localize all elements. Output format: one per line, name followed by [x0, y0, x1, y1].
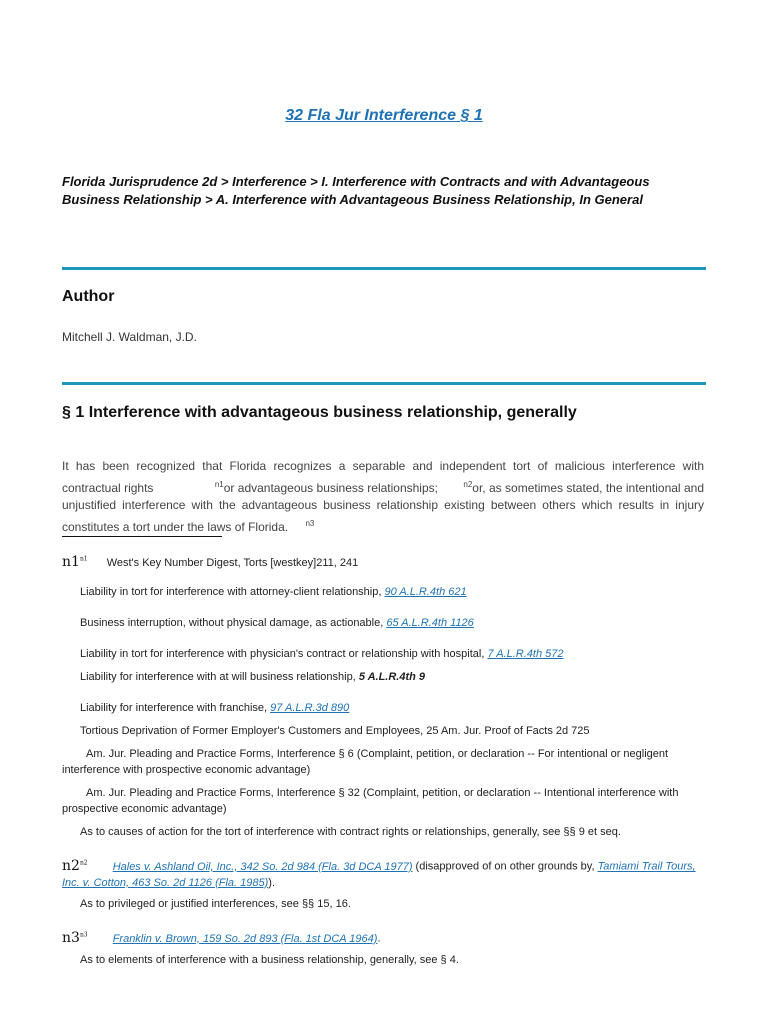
footnote-item: Liability for interference with franchise, 97 A.L.R.3d 890 [80, 702, 350, 714]
footnote-ref-n1[interactable]: n1 [214, 479, 224, 489]
footnote-form-2: Am. Jur. Pleading and Practice Forms, Interference § 32 (Complaint, petition, or declaration -- Intentional interference with prospective economic advantage) [62, 787, 679, 815]
footnote-n2: $n2^{n2}$ Hales v. Ashland Oil, Inc., 342 So. 2d 984 (Fla. 3d DCA 1977) (disapproved of on other grounds by, Tamiami Trail Tours, Inc. v. Cotton, 463 So. 2d 1126 (Fla. 1985)). [62, 857, 696, 889]
footnote-separator [62, 536, 222, 537]
footnote-ref-n3[interactable]: n3 [305, 518, 315, 528]
author-name: Mitchell J. Waldman, J.D. [62, 330, 197, 344]
author-heading: Author [62, 288, 115, 305]
breadcrumb-line-2: Business Relationship > A. Interference with Advantageous Business Relationship, In General [62, 192, 643, 207]
footnote-see: As to causes of action for the tort of interference with contract rights or relationships, generally, see §§ 9 et seq. [80, 826, 621, 838]
citation-link[interactable]: 97 A.L.R.3d 890 [270, 702, 350, 714]
section-heading: § 1 Interference with advantageous business relationship, generally [62, 404, 577, 421]
divider [62, 382, 706, 385]
footnote-digest: West's Key Number Digest, Torts [westkey]211, 241 [106, 556, 359, 569]
citation-link[interactable]: 65 A.L.R.4th 1126 [386, 617, 474, 629]
citation-bold: 5 A.L.R.4th 9 [358, 671, 426, 683]
footnote-item: Liability in tort for interference with physician's contract or relationship with hospital, 7 A.L.R.4th 572 [80, 648, 564, 660]
footnote-label-n1: $n1^{n1}$ [62, 553, 88, 570]
divider [62, 267, 706, 270]
citation-link[interactable]: 90 A.L.R.4th 621 [384, 586, 467, 598]
breadcrumb [62, 173, 712, 209]
footnote-item: Liability in tort for interference with attorney-client relationship, 90 A.L.R.4th 621 [80, 586, 467, 598]
citation-link[interactable]: Tamiami Trail Tours, Inc. v. Cotton, 463 So. 2d 1126 (Fla. 1985) [62, 860, 696, 889]
body-text-1: It has been recognized that Florida recognizes a separable and independent tort of malicious interference with contractual rights [62, 459, 704, 495]
footnote-item: Business interruption, without physical damage, as actionable, 65 A.L.R.4th 1126 [80, 617, 474, 629]
body-text-2: or advantageous business relationships; [223, 480, 438, 495]
body-text-3: or, as sometimes stated, the intentional and unjustified interference with the advantageous business relationship existing between others which results in injury constitutes a tort under the laws of Florida. [62, 480, 705, 534]
footnote-form-1: Am. Jur. Pleading and Practice Forms, Interference § 6 (Complaint, petition, or declaration -- For intentional or negligent interference with prospective economic advantage) [62, 748, 669, 776]
footnote-n3: $n3^{n3}$ Franklin v. Brown, 159 So. 2d 893 (Fla. 1st DCA 1964). [62, 929, 381, 946]
footnote-n1-header [62, 551, 706, 571]
footnote-see: As to privileged or justified interferences, see §§ 15, 16. [80, 898, 351, 910]
footnote-label-n2: $n2^{n2}$ [62, 857, 88, 874]
page-title [0, 107, 768, 125]
title-link[interactable]: 32 Fla Jur Interference § 1 [285, 107, 483, 124]
section-body [62, 458, 704, 536]
citation-link[interactable]: Hales v. Ashland Oil, Inc., 342 So. 2d 984 (Fla. 3d DCA 1977) [112, 860, 413, 873]
footnote-see: As to elements of interference with a business relationship, generally, see § 4. [80, 954, 459, 966]
footnote-item: Liability for interference with at will business relationship, 5 A.L.R.4th 9 [80, 671, 426, 683]
citation-link[interactable]: 7 A.L.R.4th 572 [487, 648, 564, 660]
footnote-ref-n2[interactable]: n2 [463, 479, 473, 489]
breadcrumb-line-1: Florida Jurisprudence 2d > Interference > I. Interference with Contracts and with Advantageous [62, 174, 650, 189]
citation-link[interactable]: Franklin v. Brown, 159 So. 2d 893 (Fla. 1st DCA 1964) [112, 932, 378, 945]
footnote-proof: Tortious Deprivation of Former Employer's Customers and Employees, 25 Am. Jur. Proof of Facts 2d 725 [80, 725, 590, 737]
footnote-label-n3: $n3^{n3}$ [62, 929, 88, 946]
